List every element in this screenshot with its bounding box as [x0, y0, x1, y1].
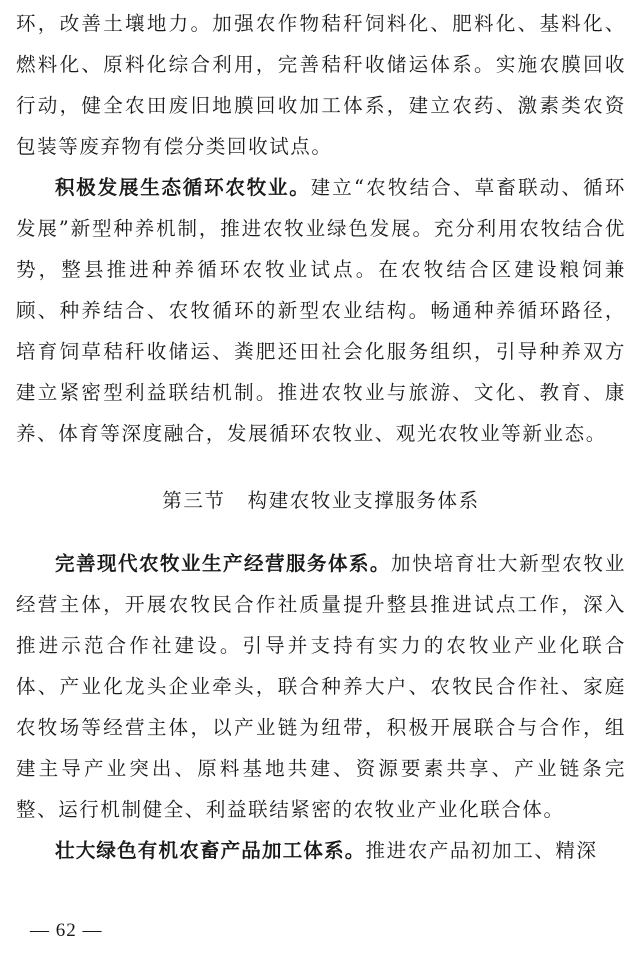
section-heading	[16, 480, 626, 521]
section-title: 构建农牧业支撑服务体系	[247, 489, 480, 512]
paragraph-heading: 积极发展生态循环农牧业。	[55, 176, 311, 199]
paragraph-service-system	[16, 543, 626, 830]
paragraph-straw-recycling: 环，改善土壤地力。加强农作物秸秆饲料化、肥料化、基料化、燃料化、原料化综合利用，完善秸秆收储运体系。实施农膜回收行动，健全农田废旧地膜回收加工体系，建立农药、激素类农资包装等废弃物有偿分类回收试点。	[16, 12, 626, 158]
document-page	[16, 0, 626, 871]
page-number: — 62 —	[30, 920, 103, 941]
paragraph-body: 加快培育壮大新型农牧业经营主体，开展农牧民合作社质量提升整县推进试点工作，深入推进示范合作社建设。引导并支持有实力的农牧业产业化联合体、产业化龙头企业牵头，联合种养大户、农牧民合作社、家庭农牧场等经营主体，以产业链为纽带，积极开展联合与合作，组建主导产业突出、原料基地共建、资源要素共享、产业链条完整、运行机制健全、利益联结紧密的农牧业产业化联合体。	[16, 552, 626, 821]
paragraph-eco-circular-farming	[16, 167, 626, 454]
paragraph-body: 建立“农牧结合、草畜联动、循环发展”新型种养机制，推进农牧业绿色发展。充分利用农牧结合优势，整县推进种养循环农牧业试点。在农牧结合区建设粮饲兼顾、种养结合、农牧循环的新型农业结构。畅通种养循环路径，培育饲草秸秆收储运、粪肥还田社会化服务组织，引导种养双方建立紧密型利益联结机制。推进农牧业与旅游、文化、教育、康养、体育等深度融合，发展循环农牧业、观光农牧业等新业态。	[16, 176, 626, 445]
paragraph-body: 推进农产品初加工、精深	[365, 839, 598, 862]
paragraph-heading: 完善现代农牧业生产经营服务体系。	[55, 552, 391, 575]
section-number: 第三节	[162, 489, 226, 512]
paragraph-heading: 壮大绿色有机农畜产品加工体系。	[55, 839, 366, 862]
paragraph-processing-system	[16, 830, 626, 871]
